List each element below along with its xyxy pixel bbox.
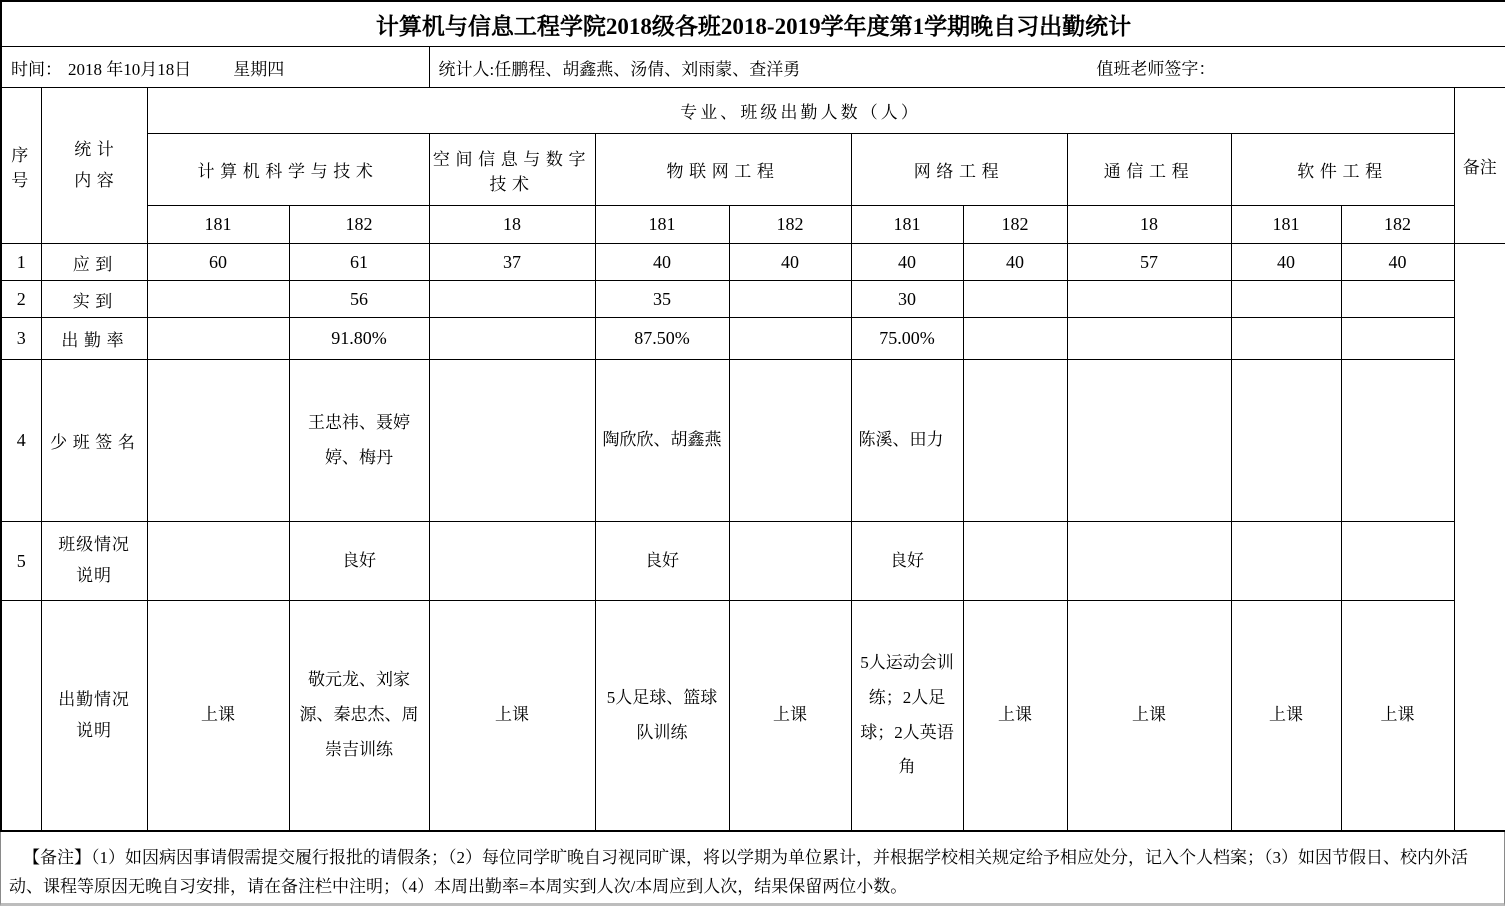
value-cell	[1231, 360, 1341, 522]
value-cell: 56	[289, 281, 429, 318]
class-header: 18	[1067, 206, 1231, 244]
table-row-absent-signatures	[1, 360, 1505, 522]
value-cell	[1341, 281, 1454, 318]
label-cell: 少班签名	[41, 360, 147, 522]
value-cell: 91.80%	[289, 318, 429, 360]
weekday-value: 星期四	[233, 59, 285, 79]
label-cell: 出勤情况说明	[41, 601, 147, 832]
header-row-group	[1, 88, 1505, 134]
value-cell	[1341, 522, 1454, 601]
seq-cell: 2	[1, 281, 41, 318]
value-cell	[147, 522, 289, 601]
seq-cell: 4	[1, 360, 41, 522]
value-cell	[1067, 522, 1231, 601]
value-cell	[1341, 318, 1454, 360]
time-label: 时间：	[11, 59, 62, 79]
value-cell	[1067, 281, 1231, 318]
value-cell: 良好	[595, 522, 729, 601]
value-cell: 上课	[1341, 601, 1454, 832]
value-cell: 40	[1231, 244, 1341, 281]
value-cell: 40	[595, 244, 729, 281]
value-cell	[1231, 318, 1341, 360]
recorders-cell	[429, 47, 1505, 88]
value-cell: 良好	[289, 522, 429, 601]
value-cell	[429, 318, 595, 360]
value-cell	[963, 522, 1067, 601]
value-cell	[147, 360, 289, 522]
value-cell: 5人足球、篮球队训练	[595, 601, 729, 832]
value-cell	[963, 360, 1067, 522]
header-row-classes	[1, 206, 1505, 244]
title-row	[1, 1, 1505, 47]
label-cell: 班级情况说明	[41, 522, 147, 601]
value-cell	[729, 318, 851, 360]
value-cell: 87.50%	[595, 318, 729, 360]
label-cell: 应到	[41, 244, 147, 281]
major-header: 软件工程	[1231, 134, 1454, 206]
seq-cell	[1, 601, 41, 832]
class-header: 182	[729, 206, 851, 244]
value-cell: 王忠祎、聂婷婷、梅丹	[289, 360, 429, 522]
value-cell	[147, 318, 289, 360]
date-cell	[1, 47, 429, 88]
class-header: 182	[289, 206, 429, 244]
teacher-signature-label: 值班老师签字：	[1096, 59, 1216, 79]
seq-cell: 3	[1, 318, 41, 360]
value-cell	[429, 522, 595, 601]
value-cell: 上课	[963, 601, 1067, 832]
value-cell: 75.00%	[851, 318, 963, 360]
value-cell	[729, 281, 851, 318]
remarks-cell	[1454, 244, 1505, 832]
major-header: 计算机科学与技术	[147, 134, 429, 206]
value-cell: 5人运动会训练；2人足球；2人英语角	[851, 601, 963, 832]
value-cell	[1231, 281, 1341, 318]
value-cell: 陈溪、田力	[851, 360, 963, 522]
value-cell: 敬元龙、刘家源、秦忠杰、周崇吉训练	[289, 601, 429, 832]
value-cell: 40	[851, 244, 963, 281]
value-cell: 上课	[429, 601, 595, 832]
content-column-header: 统计内容	[41, 88, 147, 244]
value-cell: 40	[1341, 244, 1454, 281]
major-header: 空间信息与数字技术	[429, 134, 595, 206]
value-cell: 30	[851, 281, 963, 318]
recorders-text: 统计人:任鹏程、胡鑫燕、汤倩、刘雨蒙、查洋勇	[438, 59, 801, 79]
value-cell	[729, 360, 851, 522]
seq-column-header: 序号	[1, 88, 41, 244]
class-header: 181	[147, 206, 289, 244]
value-cell: 良好	[851, 522, 963, 601]
value-cell: 35	[595, 281, 729, 318]
value-cell	[729, 522, 851, 601]
value-cell: 上课	[729, 601, 851, 832]
page-title: 计算机与信息工程学院2018级各班2018-2019学年度第1学期晚自习出勤统计	[1, 1, 1505, 47]
major-header: 物联网工程	[595, 134, 851, 206]
table-row-attendance-notes	[1, 601, 1505, 832]
value-cell: 上课	[147, 601, 289, 832]
footnote-text: 【备注】（1）如因病因事请假需提交履行报批的请假条；（2）每位同学旷晚自习视同旷课，将以学期为单位累计，并根据学校相关规定给予相应处分，记入个人档案；（3）如因节假日、校内外活动、课程等原因无晚自习安排，请在备注栏中注明；（4）本周出勤率=本周实到人次/本周应到人次，结果保留两位小数。	[0, 832, 1505, 906]
value-cell	[963, 318, 1067, 360]
value-cell: 60	[147, 244, 289, 281]
value-cell	[1067, 318, 1231, 360]
table-row-expected	[1, 244, 1505, 281]
major-header: 通信工程	[1067, 134, 1231, 206]
class-header: 182	[1341, 206, 1454, 244]
value-cell: 上课	[1067, 601, 1231, 832]
seq-cell: 1	[1, 244, 41, 281]
seq-cell: 5	[1, 522, 41, 601]
table-row-rate	[1, 318, 1505, 360]
remark-column-header: 备注	[1454, 88, 1505, 244]
value-cell: 上课	[1231, 601, 1341, 832]
value-cell: 陶欣欣、胡鑫燕	[595, 360, 729, 522]
value-cell	[1067, 360, 1231, 522]
value-cell	[1341, 360, 1454, 522]
value-cell: 37	[429, 244, 595, 281]
table-row-class-status	[1, 522, 1505, 601]
value-cell	[1231, 522, 1341, 601]
value-cell	[963, 281, 1067, 318]
value-cell	[429, 360, 595, 522]
table-row-actual	[1, 281, 1505, 318]
header-row-majors	[1, 134, 1505, 206]
group-header: 专业、班级出勤人数（人）	[147, 88, 1454, 134]
class-header: 181	[1231, 206, 1341, 244]
value-cell	[147, 281, 289, 318]
info-row	[1, 47, 1505, 88]
value-cell: 40	[729, 244, 851, 281]
class-header: 182	[963, 206, 1067, 244]
major-header: 网络工程	[851, 134, 1067, 206]
value-cell	[429, 281, 595, 318]
class-header: 181	[595, 206, 729, 244]
class-header: 18	[429, 206, 595, 244]
label-cell: 出勤率	[41, 318, 147, 360]
value-cell: 40	[963, 244, 1067, 281]
date-value: 2018 年10月18日	[68, 59, 192, 79]
class-header: 181	[851, 206, 963, 244]
value-cell: 61	[289, 244, 429, 281]
label-cell: 实到	[41, 281, 147, 318]
value-cell: 57	[1067, 244, 1231, 281]
